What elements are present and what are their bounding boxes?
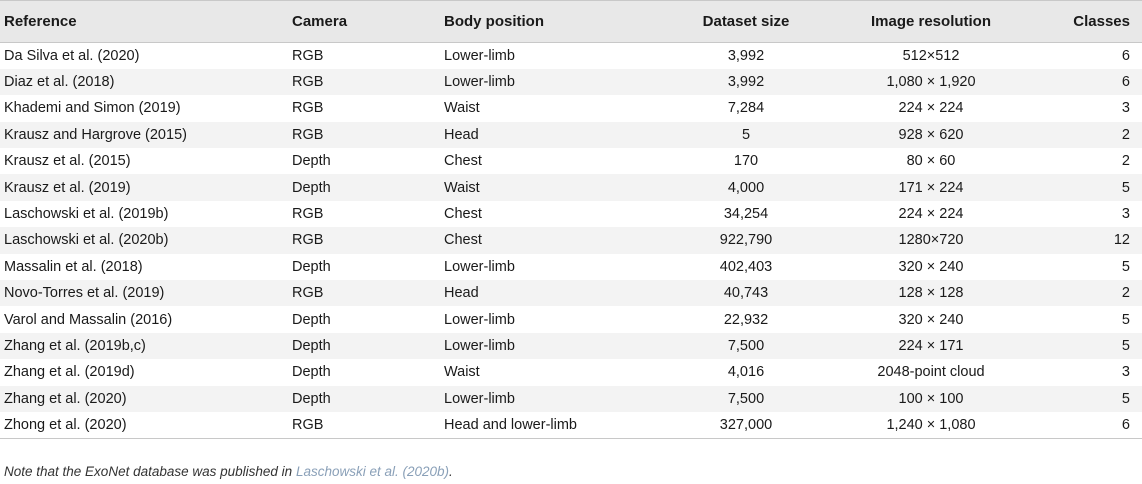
table-header [0, 1, 1142, 43]
cell-classes: 5 [1121, 179, 1130, 196]
cell-camera: RGB [292, 126, 324, 143]
cell-reference: Zhang et al. (2020) [4, 390, 127, 407]
cell-image-resolution: 224 × 224 [898, 100, 964, 117]
cell-dataset-size: 922,790 [719, 232, 773, 249]
cell-camera: Depth [292, 364, 331, 381]
cell-reference: Da Silva et al. (2020) [4, 47, 140, 64]
cell-dataset-size: 5 [741, 126, 751, 143]
table-row [0, 412, 1142, 438]
table-row [0, 386, 1142, 412]
cell-image-resolution: 1,080 × 1,920 [886, 74, 976, 91]
table-row [0, 43, 1142, 69]
cell-classes: 3 [1121, 206, 1130, 223]
cell-reference: Krausz and Hargrove (2015) [4, 126, 187, 143]
cell-camera: Depth [292, 258, 331, 275]
cell-camera: Depth [292, 153, 331, 170]
table-body [0, 43, 1142, 439]
cell-dataset-size: 4,016 [727, 364, 765, 381]
cell-image-resolution: 2048-point cloud [877, 364, 985, 381]
header-camera: Camera [292, 1, 444, 43]
table-row [0, 95, 1142, 121]
footnote-reference-link[interactable]: Laschowski et al. (2020b) [295, 464, 450, 479]
cell-body-position: Lower-limb [444, 47, 515, 64]
cell-dataset-size: 22,932 [723, 311, 769, 328]
cell-body-position: Waist [444, 100, 480, 117]
cell-dataset-size: 7,284 [727, 100, 765, 117]
cell-body-position: Chest [444, 232, 482, 249]
cell-classes: 6 [1121, 74, 1130, 91]
cell-dataset-size: 7,500 [727, 337, 765, 354]
cell-dataset-size: 7,500 [727, 390, 765, 407]
cell-body-position: Waist [444, 364, 480, 381]
footnote-text: Note that the ExoNet database was published in [4, 464, 296, 479]
cell-camera: RGB [292, 100, 324, 117]
header-row [0, 1, 1142, 43]
header-body-position: Body position [444, 1, 666, 43]
table-row [0, 359, 1142, 385]
cell-body-position: Lower-limb [444, 337, 515, 354]
cell-dataset-size: 3,992 [727, 74, 765, 91]
table-row [0, 201, 1142, 227]
cell-image-resolution: 128 × 128 [898, 285, 964, 302]
cell-classes: 6 [1036, 412, 1142, 438]
cell-dataset-size: 170 [733, 153, 759, 170]
header-image-resolution: Image resolution [826, 1, 1036, 43]
table-row [0, 280, 1142, 306]
header-classes: Classes [1036, 1, 1142, 43]
cell-camera: RGB [292, 285, 324, 302]
header-reference: Reference [0, 1, 292, 43]
cell-camera: Depth [292, 337, 331, 354]
table-row [0, 306, 1142, 332]
cell-camera: RGB [292, 412, 444, 438]
cell-reference: Novo-Torres et al. (2019) [4, 285, 165, 302]
cell-classes: 3 [1121, 100, 1130, 117]
table-row [0, 254, 1142, 280]
cell-image-resolution: 224 × 224 [898, 206, 964, 223]
cell-reference: Varol and Massalin (2016) [4, 311, 173, 328]
cell-body-position: Lower-limb [444, 311, 515, 328]
cell-image-resolution: 80 × 60 [906, 153, 956, 170]
cell-body-position: Chest [444, 153, 482, 170]
cell-dataset-size: 40,743 [723, 285, 769, 302]
cell-body-position: Lower-limb [444, 258, 515, 275]
cell-body-position: Chest [444, 206, 482, 223]
cell-classes: 5 [1121, 337, 1130, 354]
cell-image-resolution: 171 × 224 [898, 179, 964, 196]
cell-dataset-size: 4,000 [727, 179, 765, 196]
cell-camera: Depth [292, 311, 331, 328]
cell-body-position: Waist [444, 179, 480, 196]
cell-classes: 5 [1121, 390, 1130, 407]
cell-image-resolution: 100 × 100 [898, 390, 964, 407]
cell-dataset-size: 3,992 [727, 47, 765, 64]
cell-image-resolution: 1,240 × 1,080 [826, 412, 1036, 438]
cell-classes: 2 [1121, 126, 1130, 143]
cell-reference: Massalin et al. (2018) [4, 258, 143, 275]
cell-reference: Khademi and Simon (2019) [4, 100, 181, 117]
cell-classes: 2 [1121, 285, 1130, 302]
cell-classes: 3 [1121, 364, 1130, 381]
cell-body-position: Lower-limb [444, 390, 515, 407]
cell-camera: RGB [292, 74, 324, 91]
cell-reference: Laschowski et al. (2019b) [4, 206, 169, 223]
cell-dataset-size: 402,403 [719, 258, 773, 275]
table-footnote [4, 464, 453, 479]
cell-reference: Diaz et al. (2018) [4, 74, 115, 91]
table-row [0, 333, 1142, 359]
cell-image-resolution: 928 × 620 [898, 126, 964, 143]
cell-camera: RGB [292, 206, 324, 223]
cell-image-resolution: 224 × 171 [898, 337, 964, 354]
cell-image-resolution: 1280×720 [898, 232, 964, 249]
cell-reference: Zhang et al. (2019d) [4, 364, 135, 381]
cell-body-position: Head [444, 126, 479, 143]
cell-classes: 5 [1121, 258, 1130, 275]
cell-reference: Zhang et al. (2019b,c) [4, 337, 146, 354]
table-row [0, 148, 1142, 174]
cell-image-resolution: 512×512 [902, 47, 960, 64]
cell-reference: Laschowski et al. (2020b) [4, 232, 169, 249]
cell-image-resolution: 320 × 240 [898, 258, 964, 275]
header-dataset-size: Dataset size [666, 1, 826, 43]
cell-camera: Depth [292, 390, 331, 407]
table-row [0, 174, 1142, 200]
footnote-end: . [449, 464, 453, 479]
cell-image-resolution: 320 × 240 [898, 311, 964, 328]
cell-reference: Krausz et al. (2019) [4, 179, 131, 196]
cell-body-position: Lower-limb [444, 74, 515, 91]
cell-classes: 5 [1121, 311, 1130, 328]
cell-classes: 2 [1121, 153, 1130, 170]
cell-body-position: Head [444, 285, 479, 302]
cell-camera: RGB [292, 232, 324, 249]
table-row [0, 69, 1142, 95]
cell-reference: Krausz et al. (2015) [4, 153, 131, 170]
cell-camera: RGB [292, 47, 324, 64]
cell-camera: Depth [292, 179, 331, 196]
cell-dataset-size: 34,254 [723, 206, 769, 223]
cell-classes: 12 [1113, 232, 1130, 249]
cell-classes: 6 [1121, 47, 1130, 64]
table-row [0, 227, 1142, 253]
table-row [0, 122, 1142, 148]
cell-reference: Zhong et al. (2020) [0, 412, 292, 438]
cell-body-position: Head and lower-limb [444, 412, 666, 438]
cell-dataset-size: 327,000 [666, 412, 826, 438]
